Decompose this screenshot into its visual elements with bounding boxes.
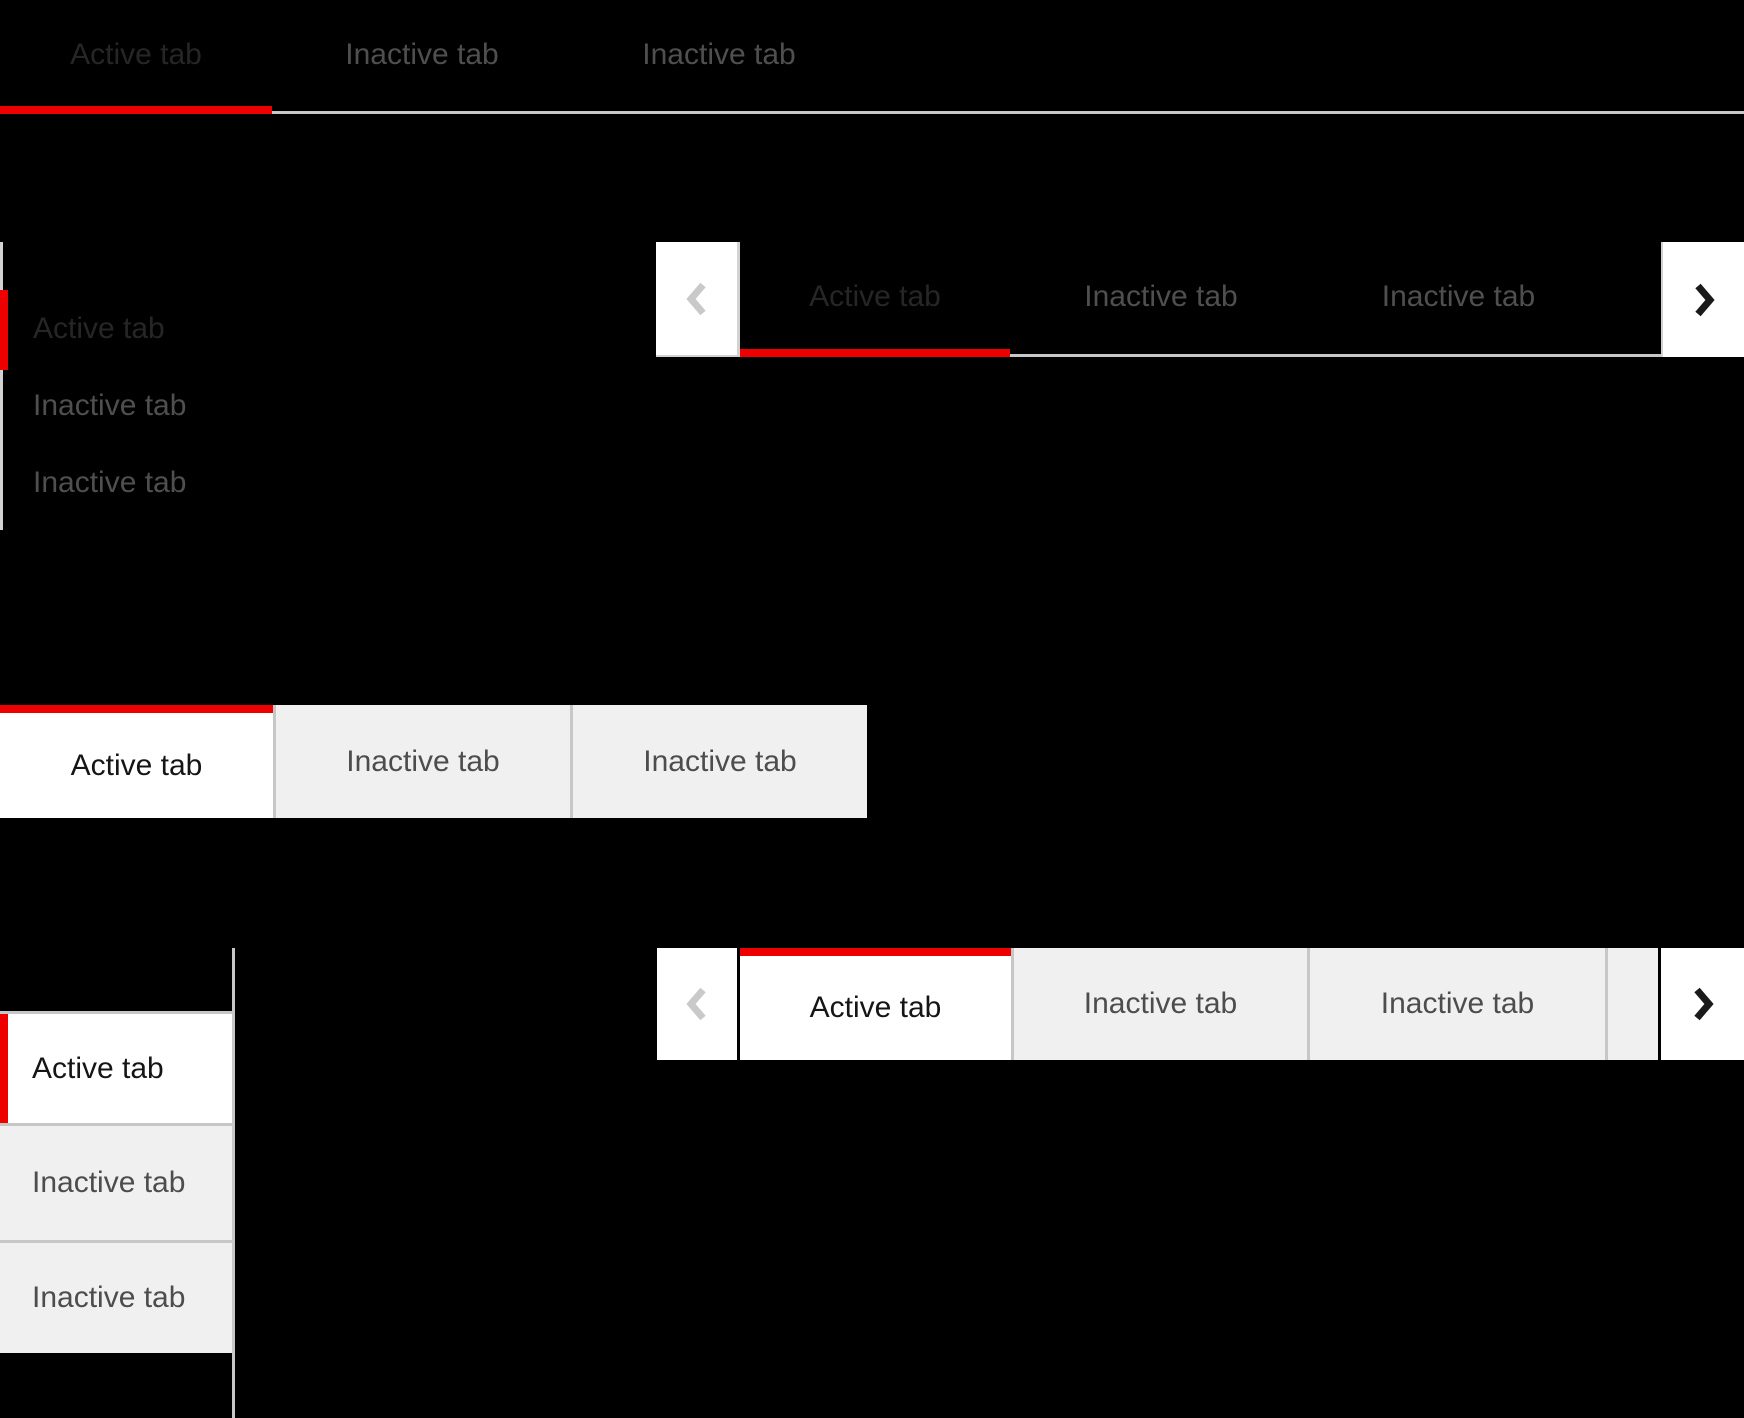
- chevron-right-icon: [1691, 986, 1715, 1022]
- tab-label: Inactive tab: [33, 465, 187, 499]
- boxed-vertical-tab-active[interactable]: [0, 1014, 232, 1123]
- tab-label: Inactive tab: [643, 744, 797, 778]
- open-vertical-tab-active[interactable]: [0, 290, 420, 367]
- scroll-left-button[interactable]: [656, 242, 740, 357]
- tab-label: Active tab: [33, 311, 165, 345]
- tab-label: Inactive tab: [346, 744, 500, 778]
- open-horizontal-tab-inactive-1[interactable]: [272, 0, 572, 114]
- tab-label: Inactive tab: [33, 388, 187, 422]
- tab-label: Active tab: [809, 991, 942, 1024]
- tab-label: Active tab: [809, 279, 941, 313]
- active-tab-indicator: [740, 349, 1010, 357]
- boxed-horizontal-tab-inactive-2[interactable]: [573, 705, 867, 818]
- boxed-scrollable-tab-clipped[interactable]: [1608, 948, 1658, 1060]
- tablist-right-border: [232, 948, 235, 1418]
- boxed-vertical-tab-inactive-1[interactable]: [0, 1126, 232, 1240]
- boxed-vertical-tab-inactive-2[interactable]: [0, 1243, 232, 1353]
- open-scrollable-tab-active[interactable]: [740, 242, 1010, 357]
- scroll-right-button[interactable]: [1661, 948, 1744, 1060]
- boxed-horizontal-tab-inactive-1[interactable]: [276, 705, 570, 818]
- chevron-left-icon: [685, 986, 709, 1022]
- boxed-scrollable-tab-inactive-2[interactable]: [1310, 948, 1605, 1060]
- tab-label: Inactive tab: [642, 38, 796, 71]
- open-vertical-tab-inactive-1[interactable]: [0, 367, 420, 444]
- boxed-horizontal-tab-active[interactable]: [0, 705, 273, 818]
- tab-label: Inactive tab: [345, 38, 499, 71]
- tab-label: Inactive tab: [1084, 279, 1238, 313]
- scroll-right-button[interactable]: [1661, 242, 1744, 357]
- boxed-scrollable-tab-inactive-1[interactable]: [1014, 948, 1307, 1060]
- tab-label: Active tab: [70, 748, 203, 782]
- open-scrollable-tab-inactive-2[interactable]: [1312, 242, 1605, 357]
- chevron-right-icon: [1692, 282, 1716, 318]
- chevron-left-icon: [685, 281, 709, 317]
- tab-label: Inactive tab: [1381, 279, 1536, 313]
- boxed-scrollable-tab-active[interactable]: [740, 948, 1011, 1060]
- active-tab-indicator: [0, 106, 272, 114]
- scroll-left-button[interactable]: [657, 948, 737, 1060]
- open-vertical-tab-inactive-2[interactable]: [0, 444, 420, 521]
- tab-label: Inactive tab: [32, 1281, 186, 1314]
- tablist-bottom-border: [1010, 354, 1661, 357]
- tab-label: Inactive tab: [32, 1166, 186, 1199]
- tablist-bottom-border: [272, 111, 1744, 114]
- tab-label: Active tab: [32, 1051, 164, 1085]
- tab-label: Inactive tab: [1083, 987, 1238, 1020]
- open-horizontal-tab-active[interactable]: [0, 0, 272, 114]
- tab-label: Active tab: [70, 38, 202, 71]
- tab-label: Inactive tab: [1380, 987, 1535, 1020]
- open-horizontal-tab-inactive-2[interactable]: [572, 0, 866, 114]
- open-scrollable-tab-inactive-1[interactable]: [1010, 242, 1312, 357]
